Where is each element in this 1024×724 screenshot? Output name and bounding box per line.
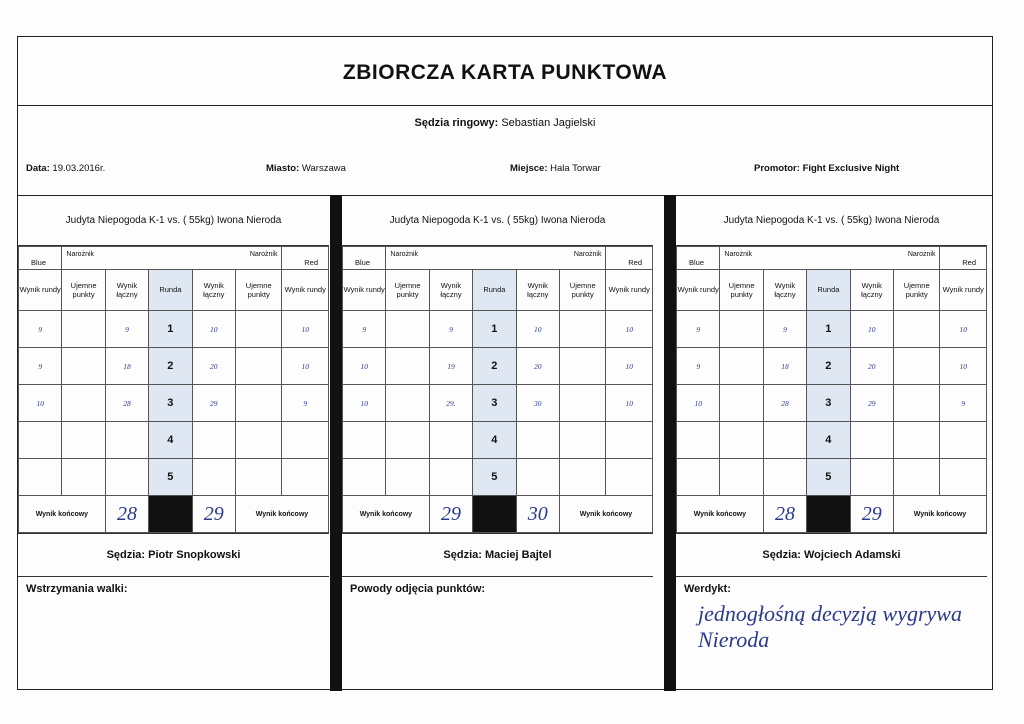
venue-field [510, 163, 601, 174]
notes-box [18, 577, 329, 669]
judge-card [676, 195, 987, 689]
ring-referee [18, 117, 992, 129]
red-total-score: 10 [850, 311, 893, 348]
fight-title: Judyta Niepogoda K-1 vs. ( 55kg) Iwona Nieroda [18, 195, 329, 246]
final-score-label: Wynik końcowy [235, 496, 328, 533]
round-row [677, 459, 987, 496]
red-round-score [940, 422, 987, 459]
blue-final-score: 29 [429, 496, 472, 533]
corner-label: Narożnik [66, 251, 95, 258]
red-negative-points [893, 348, 940, 385]
red-total-score [850, 422, 893, 459]
red-round-score: 10 [282, 311, 329, 348]
blue-final-score: 28 [763, 496, 806, 533]
blue-round-score: 10 [19, 385, 62, 422]
card-divider [330, 195, 342, 691]
referee-label: Sędzia ringowy: [414, 117, 499, 129]
final-score-label: Wynik końcowy [19, 496, 106, 533]
col-negative-points: Ujemne punkty [235, 270, 282, 311]
round-number: 4 [807, 422, 850, 459]
red-corner-cell [940, 247, 987, 270]
round-number: 3 [807, 385, 850, 422]
blue-round-score: 9 [19, 311, 62, 348]
blue-total-score: 19 [429, 348, 472, 385]
blue-total-score: 18 [105, 348, 148, 385]
blue-total-score [105, 459, 148, 496]
red-label: Red [304, 258, 318, 267]
col-total-score: Wynik łączny [105, 270, 148, 311]
score-table [18, 246, 329, 533]
col-negative-points: Ujemne punkty [720, 270, 763, 311]
date-value: 19.03.2016r. [52, 163, 106, 174]
final-score-label: Wynik końcowy [893, 496, 986, 533]
round-row [19, 385, 329, 422]
notes-box [676, 577, 987, 669]
event-info [18, 105, 992, 196]
red-negative-points [235, 459, 282, 496]
red-negative-points [559, 459, 606, 496]
blue-negative-points [62, 348, 105, 385]
col-total-score: Wynik łączny [192, 270, 235, 311]
red-corner-cell [606, 247, 653, 270]
judge-name: Wojciech Adamski [803, 549, 901, 561]
blue-negative-points [386, 348, 429, 385]
blue-negative-points [62, 422, 105, 459]
notes-label: Wstrzymania walki: [26, 583, 128, 595]
red-corner-cell [282, 247, 329, 270]
red-total-score: 29 [850, 385, 893, 422]
round-row [343, 422, 653, 459]
red-negative-points [559, 422, 606, 459]
red-label: Red [628, 258, 642, 267]
final-score-blank [149, 496, 192, 533]
red-round-score [606, 459, 653, 496]
round-row [677, 422, 987, 459]
red-round-score: 10 [940, 348, 987, 385]
blue-total-score [105, 422, 148, 459]
red-round-score [940, 459, 987, 496]
col-negative-points: Ujemne punkty [559, 270, 606, 311]
blue-negative-points [62, 385, 105, 422]
round-number: 1 [807, 311, 850, 348]
red-total-score [516, 422, 559, 459]
blue-negative-points [720, 348, 763, 385]
venue-label: Miejsce: [510, 163, 548, 174]
blue-round-score [19, 459, 62, 496]
round-number: 3 [473, 385, 516, 422]
round-number: 5 [473, 459, 516, 496]
blue-negative-points [386, 459, 429, 496]
red-negative-points [559, 311, 606, 348]
final-score-blank [807, 496, 850, 533]
promoter-value: Fight Exclusive Night [802, 163, 900, 174]
red-round-score: 10 [606, 348, 653, 385]
notes-text: jednogłośną decyzją wygrywa Nieroda [698, 601, 962, 653]
round-number: 1 [149, 311, 192, 348]
red-final-score: 29 [192, 496, 235, 533]
col-round: Runda [473, 270, 516, 311]
blue-negative-points [720, 459, 763, 496]
blue-final-score: 28 [105, 496, 148, 533]
city-value: Warszawa [301, 163, 346, 174]
blue-round-score: 9 [343, 311, 386, 348]
corner-header [386, 247, 606, 270]
blue-negative-points [62, 311, 105, 348]
title-row [18, 37, 992, 106]
blue-negative-points [386, 311, 429, 348]
round-row [343, 311, 653, 348]
blue-total-score: 18 [763, 348, 806, 385]
red-total-score [192, 459, 235, 496]
referee-name: Sebastian Jagielski [501, 117, 596, 129]
red-negative-points [235, 385, 282, 422]
blue-total-score [763, 422, 806, 459]
blue-round-score [677, 422, 720, 459]
blue-round-score [343, 422, 386, 459]
final-score-label: Wynik końcowy [343, 496, 430, 533]
round-row [343, 459, 653, 496]
date-label: Data: [26, 163, 50, 174]
round-number: 3 [149, 385, 192, 422]
page-title: ZBIORCZA KARTA PUNKTOWA [342, 61, 668, 84]
red-total-score [516, 459, 559, 496]
red-label: Red [962, 258, 976, 267]
blue-negative-points [720, 385, 763, 422]
venue-value: Hala Torwar [550, 163, 601, 174]
round-number: 5 [807, 459, 850, 496]
judge-name: Maciej Bajtel [484, 549, 552, 561]
red-total-score: 10 [192, 311, 235, 348]
blue-corner-cell [677, 247, 720, 270]
col-negative-points: Ujemne punkty [62, 270, 105, 311]
final-score-label: Wynik końcowy [559, 496, 652, 533]
round-row [19, 422, 329, 459]
blue-total-score [429, 422, 472, 459]
judge-label: Sędzia: [106, 549, 146, 561]
red-round-score: 9 [282, 385, 329, 422]
round-row [677, 348, 987, 385]
blue-negative-points [720, 422, 763, 459]
round-row [19, 459, 329, 496]
col-round: Runda [149, 270, 192, 311]
round-row [343, 385, 653, 422]
corner-label: Narożnik [724, 251, 753, 258]
col-negative-points: Ujemne punkty [386, 270, 429, 311]
blue-label: Blue [355, 258, 371, 267]
city-label: Miasto: [266, 163, 300, 174]
notes-box [342, 577, 653, 669]
red-final-score: 29 [850, 496, 893, 533]
fight-title: Judyta Niepogoda K-1 vs. ( 55kg) Iwona Nieroda [342, 195, 653, 246]
blue-negative-points [386, 422, 429, 459]
final-score-blank [473, 496, 516, 533]
corner-row [677, 247, 987, 270]
judge-card [342, 195, 653, 689]
column-header-row [677, 270, 987, 311]
col-total-score: Wynik łączny [850, 270, 893, 311]
col-total-score: Wynik łączny [763, 270, 806, 311]
blue-round-score [677, 459, 720, 496]
red-total-score: 20 [516, 348, 559, 385]
red-total-score [850, 459, 893, 496]
red-total-score: 29 [192, 385, 235, 422]
red-round-score: 10 [282, 348, 329, 385]
judge-name: Piotr Snopkowski [148, 549, 241, 561]
blue-label: Blue [31, 258, 47, 267]
red-negative-points [235, 311, 282, 348]
red-negative-points [559, 385, 606, 422]
blue-total-score [763, 459, 806, 496]
round-number: 2 [149, 348, 192, 385]
round-row [19, 348, 329, 385]
col-total-score: Wynik łączny [429, 270, 472, 311]
blue-total-score: 29. [429, 385, 472, 422]
corner-header [62, 247, 282, 270]
round-number: 4 [473, 422, 516, 459]
red-round-score: 10 [940, 311, 987, 348]
red-total-score: 20 [192, 348, 235, 385]
city-field [266, 163, 346, 174]
judge-row [342, 533, 653, 577]
red-negative-points [893, 422, 940, 459]
blue-total-score: 9 [105, 311, 148, 348]
fight-title: Judyta Niepogoda K-1 vs. ( 55kg) Iwona Nieroda [676, 195, 987, 246]
blue-negative-points [386, 385, 429, 422]
round-number: 2 [473, 348, 516, 385]
blue-round-score: 10 [343, 385, 386, 422]
judge-label: Sędzia: [443, 549, 482, 561]
red-round-score: 10 [606, 385, 653, 422]
column-header-row [19, 270, 329, 311]
corner-header [720, 247, 940, 270]
corner-label: Narożnik [249, 251, 278, 258]
col-total-score: Wynik łączny [516, 270, 559, 311]
blue-round-score: 10 [343, 348, 386, 385]
blue-corner-cell [343, 247, 386, 270]
card-divider [664, 195, 676, 691]
blue-total-score: 9 [763, 311, 806, 348]
judge-label: Sędzia: [762, 549, 801, 561]
red-final-score: 30 [516, 496, 559, 533]
column-header-row [343, 270, 653, 311]
red-total-score: 30 [516, 385, 559, 422]
blue-negative-points [720, 311, 763, 348]
score-sheet [17, 36, 993, 690]
round-number: 1 [473, 311, 516, 348]
blue-total-score: 28 [105, 385, 148, 422]
red-round-score [606, 422, 653, 459]
notes-label: Werdykt: [684, 583, 731, 595]
notes-label: Powody odjęcia punktów: [350, 583, 486, 595]
blue-round-score: 9 [677, 348, 720, 385]
corner-label: Narożnik [573, 251, 602, 258]
col-round-score: Wynik rundy [282, 270, 329, 311]
final-score-label: Wynik końcowy [677, 496, 764, 533]
round-number: 4 [149, 422, 192, 459]
red-negative-points [235, 422, 282, 459]
blue-round-score: 9 [677, 311, 720, 348]
blue-round-score: 9 [19, 348, 62, 385]
red-round-score [282, 422, 329, 459]
red-total-score: 10 [516, 311, 559, 348]
red-negative-points [235, 348, 282, 385]
corner-row [343, 247, 653, 270]
judge-card [18, 195, 329, 689]
red-total-score: 20 [850, 348, 893, 385]
blue-round-score [19, 422, 62, 459]
promoter-field [754, 163, 899, 174]
blue-corner-cell [19, 247, 62, 270]
final-score-row [19, 496, 329, 533]
round-row [677, 311, 987, 348]
col-round-score: Wynik rundy [677, 270, 720, 311]
red-round-score: 10 [606, 311, 653, 348]
corner-label: Narożnik [390, 251, 419, 258]
date-field [26, 163, 105, 174]
red-total-score [192, 422, 235, 459]
red-negative-points [893, 385, 940, 422]
round-number: 5 [149, 459, 192, 496]
round-row [343, 348, 653, 385]
col-round-score: Wynik rundy [606, 270, 653, 311]
red-negative-points [559, 348, 606, 385]
corner-row [19, 247, 329, 270]
red-negative-points [893, 459, 940, 496]
blue-total-score [429, 459, 472, 496]
blue-total-score: 9 [429, 311, 472, 348]
col-round-score: Wynik rundy [19, 270, 62, 311]
promoter-label: Promotor: [754, 163, 800, 174]
judge-row [18, 533, 329, 577]
blue-round-score [343, 459, 386, 496]
round-row [19, 311, 329, 348]
score-table [342, 246, 653, 533]
red-round-score: 9 [940, 385, 987, 422]
final-score-row [343, 496, 653, 533]
round-row [677, 385, 987, 422]
col-round-score: Wynik rundy [940, 270, 987, 311]
blue-round-score: 10 [677, 385, 720, 422]
score-table [676, 246, 987, 533]
col-negative-points: Ujemne punkty [893, 270, 940, 311]
final-score-row [677, 496, 987, 533]
red-negative-points [893, 311, 940, 348]
judge-row [676, 533, 987, 577]
round-number: 2 [807, 348, 850, 385]
col-round-score: Wynik rundy [343, 270, 386, 311]
blue-label: Blue [689, 258, 705, 267]
corner-label: Narożnik [907, 251, 936, 258]
red-round-score [282, 459, 329, 496]
col-round: Runda [807, 270, 850, 311]
blue-total-score: 28 [763, 385, 806, 422]
blue-negative-points [62, 459, 105, 496]
